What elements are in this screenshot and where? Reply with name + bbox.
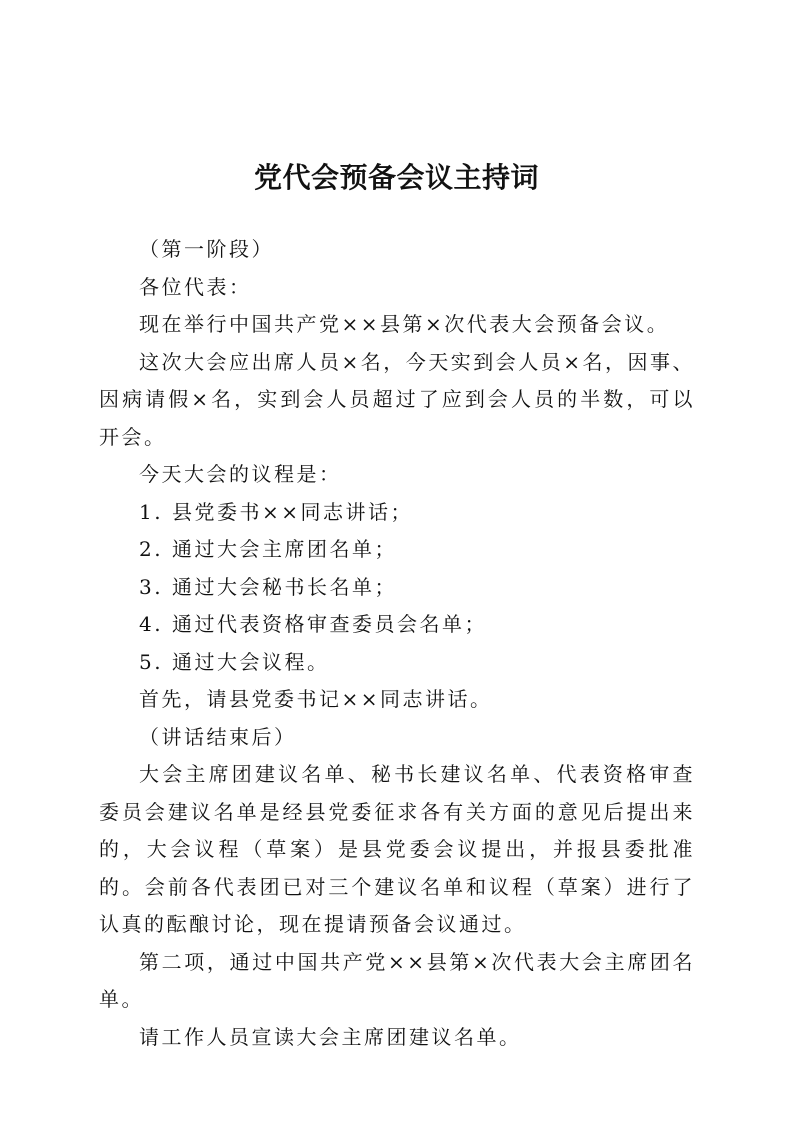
attendance-report: 这次大会应出席人员×名，今天实到会人员×名，因事、因病请假×名，实到会人员超过了应到会人员的半数，可以开会。 [99, 349, 696, 449]
agenda-item-4: 4. 通过代表资格审查委员会名单； [139, 612, 487, 636]
speech-invitation: 首先，请县党委书记××同志讲话。 [139, 687, 493, 711]
document-title: 党代会预备会议主持词 [253, 161, 539, 194]
stage-note: （第一阶段） [139, 237, 274, 261]
nomination-explanation: 大会主席团建议名单、秘书长建议名单、代表资格审查委员会建议名单是经县党委征求各有关方面的意见后提出来的，大会议程（草案）是县党委会议提出，并报县委批准的。会前各代表团已对三个建议名单和议程（草案）进行了认真的酝酿讨论，现在提请预备会议通过。 [99, 762, 695, 936]
salutation: 各位代表： [139, 274, 252, 299]
stage-note-after-speech: （讲话结束后） [139, 724, 297, 749]
opening-announcement: 现在举行中国共产党××县第×次代表大会预备会议。 [139, 312, 670, 336]
reading-request: 请工作人员宣读大会主席团建议名单。 [139, 1024, 522, 1049]
agenda-item-2: 2. 通过大会主席团名单； [139, 537, 397, 561]
agenda-item-1: 1. 县党委书××同志讲话； [139, 499, 413, 524]
second-item: 第二项，通过中国共产党××县第×次代表大会主席团名单。 [99, 949, 695, 1011]
document-body [99, 231, 695, 1056]
agenda-item-3: 3. 通过大会秘书长名单； [139, 574, 397, 599]
agenda-item-5: 5. 通过大会议程。 [139, 649, 330, 674]
agenda-intro: 今天大会的议程是： [139, 462, 342, 486]
